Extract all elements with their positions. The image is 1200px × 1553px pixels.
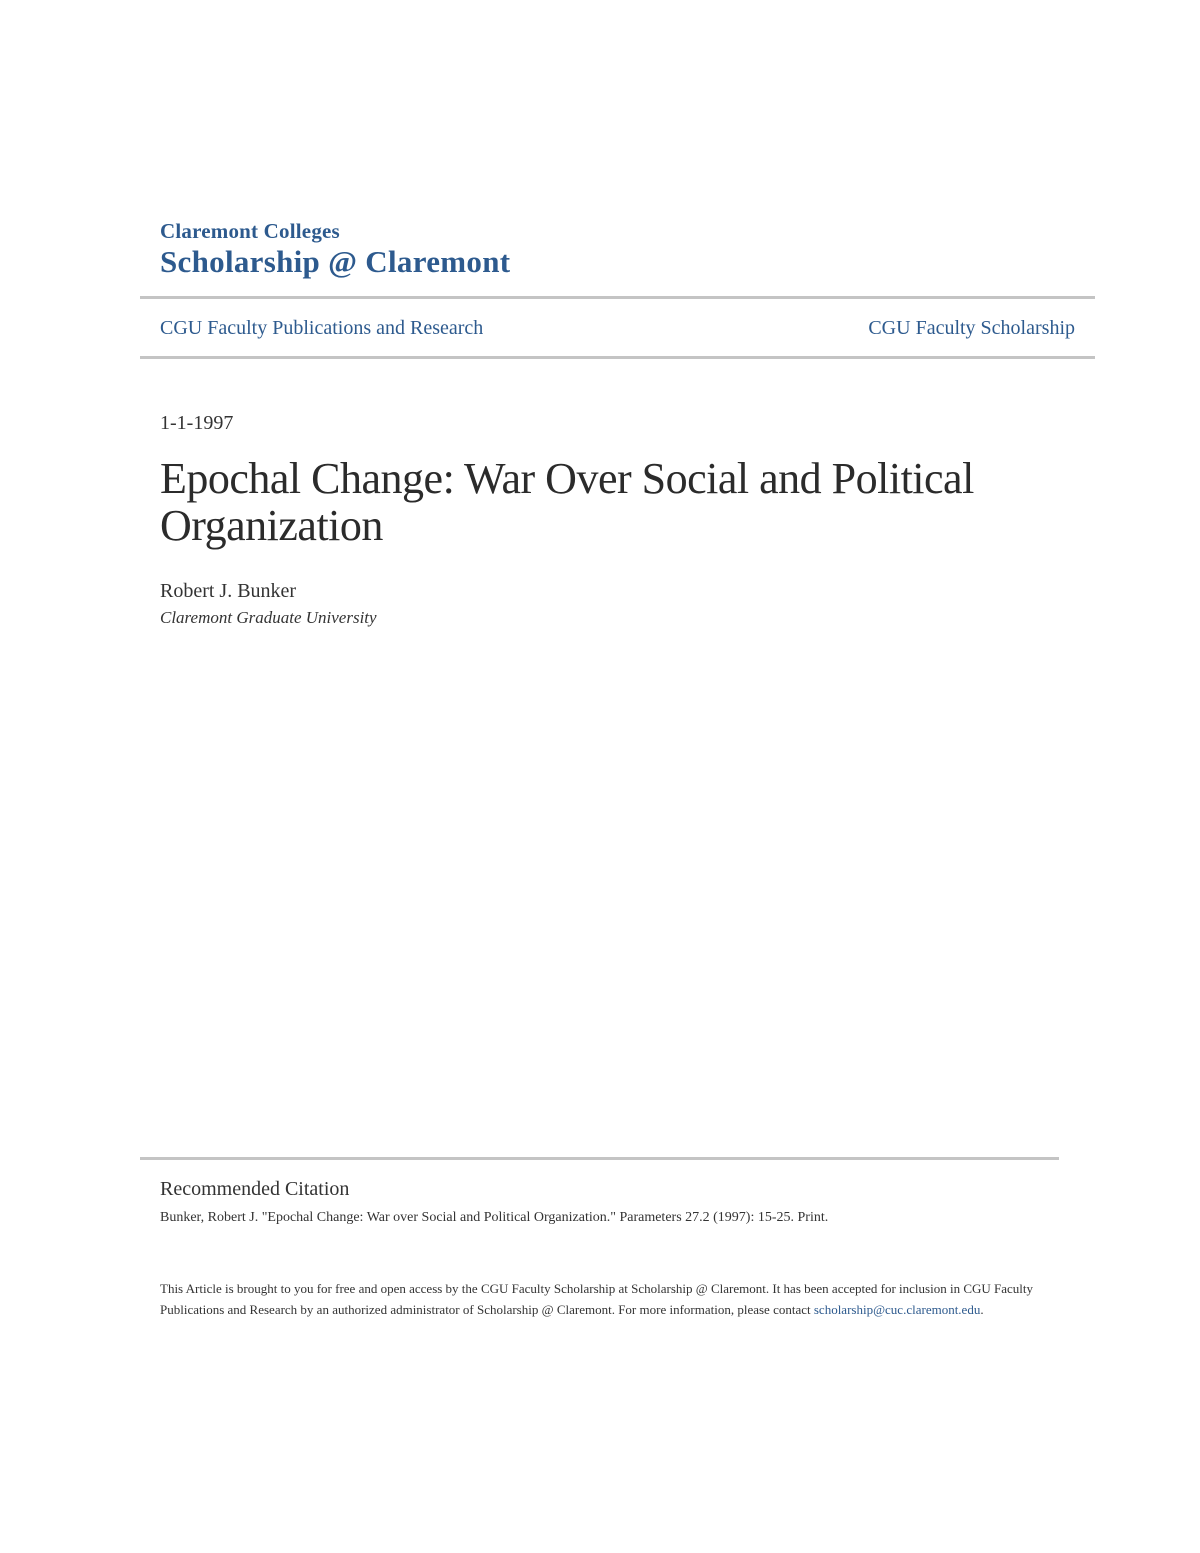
author-affiliation: Claremont Graduate University [160,608,377,627]
community-link[interactable]: CGU Faculty Scholarship [868,317,1075,339]
brand-top-line: Claremont Colleges [160,219,340,243]
access-note-end: . [980,1302,984,1317]
header-rule-bottom [140,356,1095,359]
citation-text: Bunker, Robert J. "Epochal Change: War over Social and Political Organization." Parameters 27.2 (1997): 15-25. Print. [160,1210,829,1225]
repository-brand [160,218,510,280]
publication-date: 1-1-1997 [160,412,234,434]
author-name: Robert J. Bunker [160,580,297,602]
article-title: Epochal Change: War Over Social and Political Organization [160,454,974,550]
citation-heading: Recommended Citation [160,1178,350,1200]
header-rule-top [140,296,1095,299]
brand-main-line: Scholarship @ Claremont [160,244,511,279]
access-note [160,1278,1050,1320]
collection-link[interactable]: CGU Faculty Publications and Research [160,317,484,339]
citation-rule [140,1157,1059,1160]
contact-email-link[interactable]: scholarship@cuc.claremont.edu [813,1302,981,1317]
access-note-text: This Article is brought to you for free and open access by the CGU Faculty Scholarship at Scholarship @ Claremont. It has been accepted for inclusion in CGU Faculty Publications and Research by an authorized administrator of Scholarship @ Claremont. For more information, please contact [160,1281,1034,1317]
